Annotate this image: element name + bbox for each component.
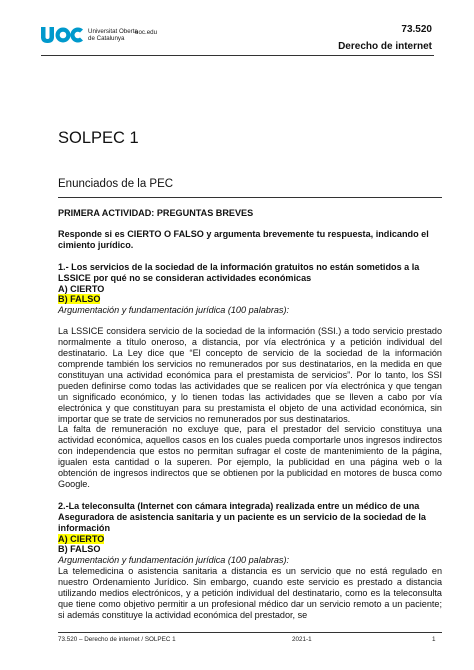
q1-option-b-highlighted: B) FALSO	[58, 294, 101, 305]
header-divider	[41, 55, 434, 56]
document-subtitle: Enunciados de la PEC	[58, 178, 174, 190]
footer-course: 73.520 – Derecho de internet / SOLPEC 1	[58, 636, 176, 643]
q2-option-a-highlighted: A) CIERTO	[58, 533, 105, 544]
logo-line-2: de Catalunya	[88, 35, 125, 42]
subtitle-divider	[58, 197, 442, 198]
footer-semester: 2021-1	[292, 636, 312, 643]
course-code: 73.520	[401, 24, 432, 35]
q1-option-a: A) CIERTO	[58, 283, 105, 294]
activity-heading: PRIMERA ACTIVIDAD: PREGUNTAS BREVES	[58, 208, 254, 218]
logo-line-1: Universitat Oberta	[88, 28, 138, 35]
instruction-text: Responde si es CIERTO O FALSO y argumenta brevemente tu respuesta, indicando el cimiento jurídico.	[58, 228, 429, 250]
q1-answer-paragraph-2: La falta de remuneración no excluye que, para el prestador del servicio constituya una actividad económica, aquellos casos en los cuales pueda comportarle unos ingresos indirectos con independencia que estos no permitan sufragar el coste de mantenimiento de la página, igualen esta cantidad o la superen. Por ejemplo, la publicidad en una página web o la obtención de ingresos indirectos que se obtienen por la publicidad en motores de busca como Google.	[58, 424, 442, 489]
q1-answer-paragraph-1: La LSSICE considera servicio de la sociedad de la información (SSI.) a todo servicio prestado normalmente a título oneroso, a distancia, por vía electrónica y a petición individual del destinatario. La Ley dice que “El concepto de servicio de la sociedad de la información comprende también los servicios no remunerados por sus destinatarios, en la medida en que constituyan una actividad económica para el prestamista de servicios”. Por lo tanto, los SSI pueden definirse como todas las actividades que se realicen por vía electrónica y que tengan un significado económico, y lo tienen todas las actividades que se lleven a cabo por vía electrónica y que constituyan para su prestamista el objeto de una actividad económica, sin importar que se trate de servicios no remunerados por sus destinatarios.	[58, 326, 442, 424]
footer-divider	[58, 632, 442, 633]
question-1: 1.- Los servicios de la sociedad de la información gratuitos no están sometidos a la LSSICE por qué no se consideran actividades económicas	[58, 261, 420, 283]
uoc-logo-icon	[41, 26, 85, 44]
question-2: 2.-La teleconsulta (Internet con cámara integrada) realizada entre un médico de una Aseguradora de asistencia sanitaria y un paciente es un servicio de la sociedad de la información	[58, 500, 426, 533]
q2-argument-label: Argumentación y fundamentación jurídica (100 palabras):	[58, 555, 290, 566]
document-title: SOLPEC 1	[58, 129, 139, 147]
uoc-logo	[41, 26, 138, 44]
footer-page-number: 1	[432, 636, 436, 643]
q2-option-b: B) FALSO	[58, 544, 101, 555]
page-header	[0, 0, 474, 60]
q1-argument-label: Argumentación y fundamentación jurídica (100 palabras):	[58, 305, 290, 316]
course-name: Derecho de internet	[338, 41, 432, 52]
header-url[interactable]: uoc.edu	[135, 29, 158, 36]
q2-answer-paragraph-1: La telemedicina o asistencia sanitaria a distancia es un servicio que no está regulado en nuestro Ordenamiento Jurídico. Sin embargo, cuando este servicio es prestado a distancia utilizando medios electrónicos, y a petición individual del destinatario, como es la teleconsulta que tiene como objetivo permitir a un profesional médico dar un servicio remoto a un paciente; si además constituye la actividad económica del prestador, se	[58, 566, 442, 620]
document-body	[58, 128, 442, 621]
